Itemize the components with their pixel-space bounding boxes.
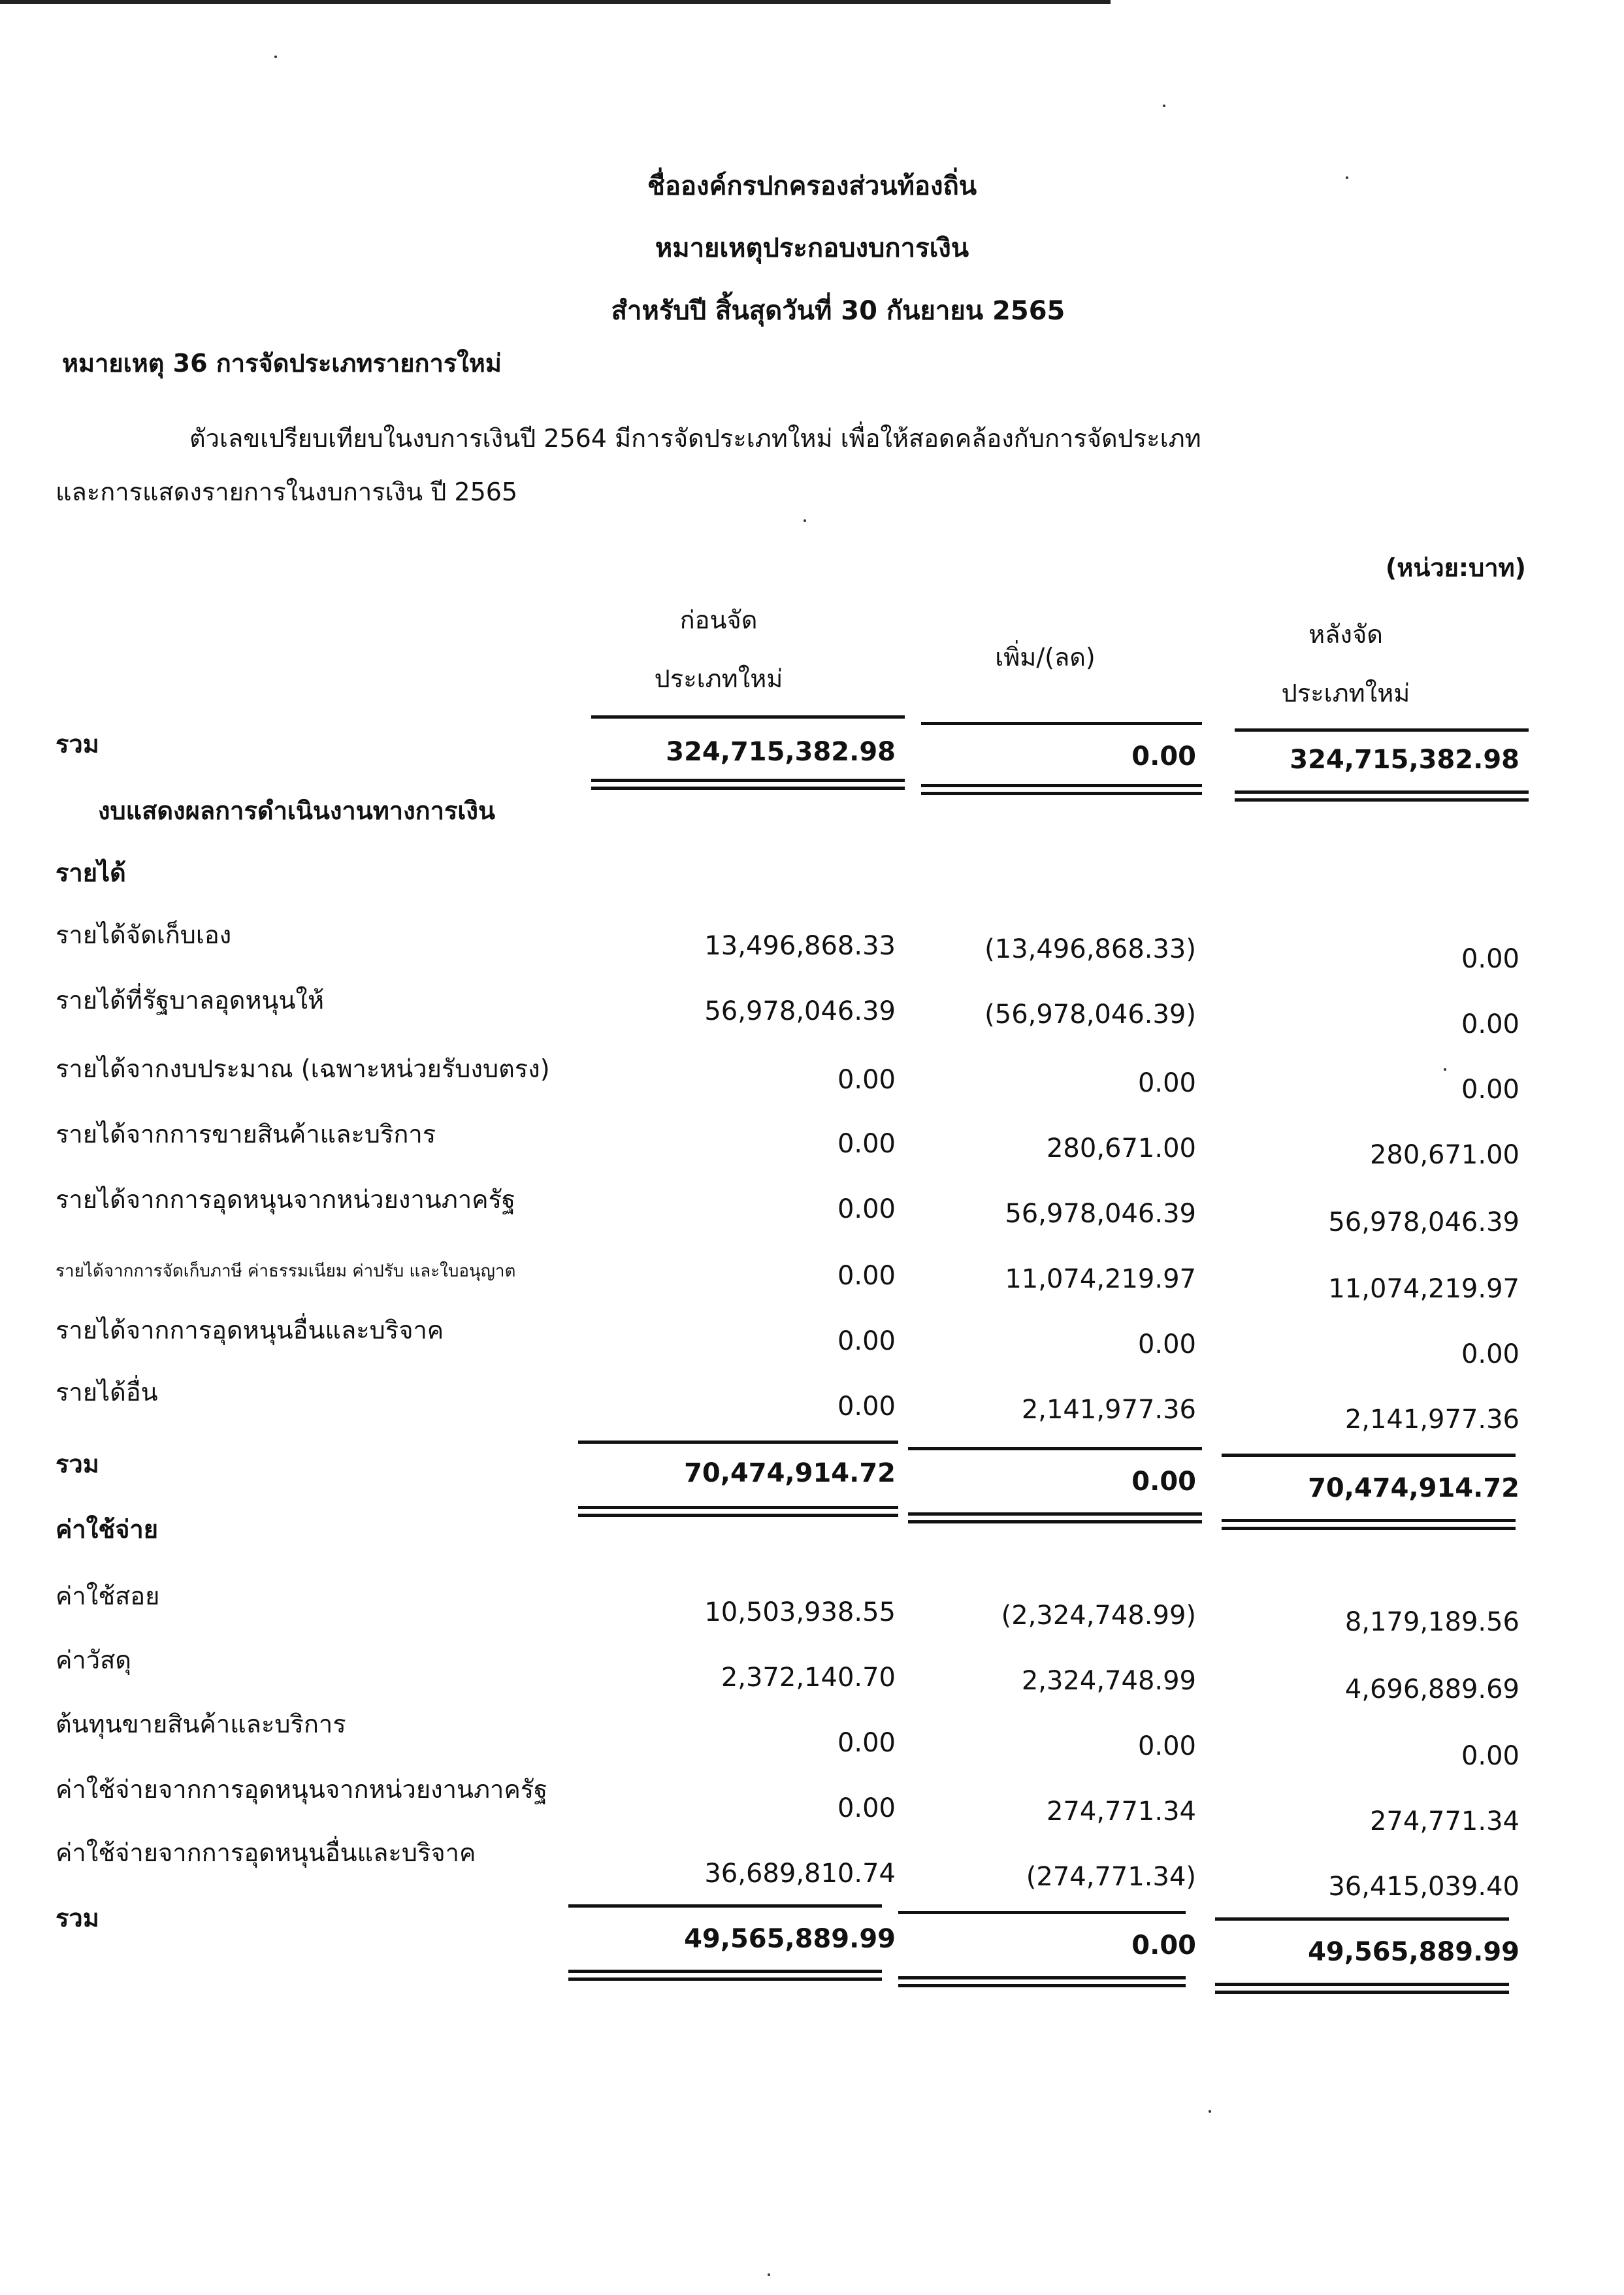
revenue-row-label: รายได้จัดเก็บเอง — [56, 920, 232, 949]
revenue-row-label: รายได้จากการอุดหนุนจากหน่วยงานภาครัฐ — [56, 1185, 515, 1214]
top-total-after: 324,715,382.98 — [1290, 745, 1519, 775]
revenue-row-change: 2,141,977.36 — [1021, 1395, 1196, 1425]
revenue-row-label: รายได้อื่น — [56, 1378, 158, 1407]
revenue-row-label: รายได้จากการจัดเก็บภาษี ค่าธรรมเนียม ค่าปรับ และใบอนุญาต — [56, 1261, 516, 1281]
header-rule-col1 — [591, 715, 905, 719]
header-rule-col3 — [1235, 728, 1529, 732]
expense-row-before: 2,372,140.70 — [721, 1663, 896, 1693]
note-paragraph-line1: ตัวเลขเปรียบเทียบในงบการเงินปี 2564 มีการจัดประเภทใหม่ เพื่อให้สอดคล้องกับการจัดประเภท — [189, 424, 1201, 453]
expense-total-double-rule-col1 — [568, 1970, 882, 1981]
scan-top-edge — [0, 0, 1111, 4]
expense-total-label: รวม — [56, 1904, 99, 1932]
revenue-row-label: รายได้จากการอุดหนุนอื่นและบริจาค — [56, 1316, 444, 1344]
revenue-total-after: 70,474,914.72 — [1308, 1473, 1519, 1503]
top-total-before: 324,715,382.98 — [666, 737, 896, 767]
expense-row-change: (2,324,748.99) — [1001, 1601, 1196, 1631]
revenue-row-change: (13,496,868.33) — [984, 934, 1196, 964]
revenue-total-double-rule-col3 — [1222, 1519, 1516, 1530]
expense-row-before: 0.00 — [837, 1793, 896, 1823]
top-total-double-rule-col2 — [921, 784, 1202, 795]
expense-row-after: 4,696,889.69 — [1344, 1674, 1519, 1704]
scan-speck — [274, 56, 277, 58]
expense-row-label: ค่าวัสดุ — [56, 1646, 131, 1674]
revenue-row-label: รายได้จากการขายสินค้าและบริการ — [56, 1120, 436, 1148]
revenue-row-label: รายได้จากงบประมาณ (เฉพาะหน่วยรับงบตรง) — [56, 1054, 550, 1083]
revenue-subtotal-rule-col3 — [1222, 1454, 1516, 1457]
expense-row-change: 274,771.34 — [1046, 1797, 1196, 1827]
revenue-row-change: 280,671.00 — [1046, 1133, 1196, 1164]
scan-speck — [1209, 2110, 1211, 2113]
revenue-total-double-rule-col2 — [908, 1512, 1202, 1523]
revenue-row-after: 56,978,046.39 — [1328, 1207, 1519, 1237]
col-change-header: เพิ่ม/(ลด) — [995, 643, 1096, 672]
scan-speck — [1346, 176, 1348, 179]
revenue-row-before: 0.00 — [837, 1392, 896, 1422]
scan-speck — [1163, 105, 1165, 107]
revenue-row-change: 0.00 — [1137, 1329, 1196, 1359]
expense-row-label: ต้นทุนขายสินค้าและบริการ — [56, 1710, 346, 1738]
expense-total-before: 49,565,889.99 — [684, 1924, 896, 1954]
revenue-row-before: 0.00 — [837, 1194, 896, 1224]
expense-row-change: 2,324,748.99 — [1021, 1666, 1196, 1696]
revenue-row-before: 0.00 — [837, 1129, 896, 1159]
revenue-row-after: 0.00 — [1461, 1009, 1519, 1039]
header-rule-col2 — [921, 722, 1202, 725]
expense-row-after: 8,179,189.56 — [1344, 1607, 1519, 1637]
expense-row-label: ค่าใช้จ่ายจากการอุดหนุนอื่นและบริจาค — [56, 1838, 476, 1867]
expense-subtotal-rule-col3 — [1215, 1917, 1509, 1921]
note-paragraph-line2: และการแสดงรายการในงบการเงิน ปี 2565 — [56, 478, 518, 506]
top-total-double-rule-col1 — [591, 779, 905, 790]
expense-total-change: 0.00 — [1131, 1930, 1196, 1961]
expense-total-after: 49,565,889.99 — [1308, 1937, 1519, 1967]
expense-row-after: 274,771.34 — [1369, 1806, 1519, 1836]
revenue-total-change: 0.00 — [1131, 1467, 1196, 1497]
revenue-row-after: 0.00 — [1461, 944, 1519, 974]
revenue-row-label: รายได้ที่รัฐบาลอุดหนุนให้ — [56, 986, 325, 1015]
expenses-heading: ค่าใช้จ่าย — [56, 1515, 158, 1544]
scan-speck — [1444, 1068, 1446, 1071]
expense-subtotal-rule-col1 — [568, 1904, 882, 1908]
unit-label: (หน่วย:บาท) — [1385, 553, 1526, 582]
revenue-row-change: 0.00 — [1137, 1068, 1196, 1098]
revenue-row-before: 0.00 — [837, 1065, 896, 1095]
expense-subtotal-rule-col2 — [898, 1911, 1186, 1914]
revenue-subtotal-rule-col1 — [578, 1440, 898, 1444]
revenue-row-before: 13,496,868.33 — [704, 931, 896, 961]
revenue-row-before: 0.00 — [837, 1261, 896, 1291]
expense-row-after: 36,415,039.40 — [1328, 1872, 1519, 1902]
expense-row-label: ค่าใช้สอย — [56, 1582, 160, 1610]
revenue-total-double-rule-col1 — [578, 1506, 898, 1517]
note-heading: หมายเหตุ 36 การจัดประเภทรายการใหม่ — [62, 349, 502, 378]
expense-total-double-rule-col3 — [1215, 1983, 1509, 1994]
col-before-line2: ประเภทใหม่ — [654, 664, 783, 693]
expense-row-after: 0.00 — [1461, 1741, 1519, 1771]
top-total-change: 0.00 — [1131, 741, 1196, 772]
org-name: ชื่อองค์กรปกครองส่วนท้องถิ่น — [647, 171, 977, 201]
revenue-row-before: 56,978,046.39 — [704, 996, 896, 1026]
scan-speck — [768, 2273, 770, 2276]
top-total-label: รวม — [56, 730, 99, 758]
expense-total-double-rule-col2 — [898, 1976, 1186, 1987]
expense-row-change: (274,771.34) — [1026, 1862, 1196, 1892]
expense-row-before: 36,689,810.74 — [704, 1859, 896, 1889]
revenue-row-before: 0.00 — [837, 1326, 896, 1356]
expense-row-label: ค่าใช้จ่ายจากการอุดหนุนจากหน่วยงานภาครัฐ — [56, 1775, 548, 1804]
revenue-row-after: 2,141,977.36 — [1344, 1405, 1519, 1435]
col-after-line1: หลังจัด — [1308, 620, 1383, 649]
revenue-subtotal-rule-col2 — [908, 1447, 1202, 1450]
col-after-line2: ประเภทใหม่ — [1281, 679, 1410, 708]
revenue-total-before: 70,474,914.72 — [684, 1458, 896, 1488]
revenue-row-after: 0.00 — [1461, 1075, 1519, 1105]
revenue-heading: รายได้ — [56, 858, 126, 887]
revenue-row-after: 280,671.00 — [1369, 1140, 1519, 1170]
document-title: หมายเหตุประกอบงบการเงิน — [655, 233, 969, 263]
revenue-total-label: รวม — [56, 1450, 99, 1478]
expense-row-before: 0.00 — [837, 1728, 896, 1758]
revenue-row-change: (56,978,046.39) — [984, 1000, 1196, 1030]
revenue-row-change: 56,978,046.39 — [1005, 1199, 1196, 1229]
expense-row-before: 10,503,938.55 — [704, 1597, 896, 1627]
revenue-row-change: 11,074,219.97 — [1005, 1264, 1196, 1294]
period-line: สำหรับปี สิ้นสุดวันที่ 30 กันยายน 2565 — [611, 296, 1065, 326]
col-before-line1: ก่อนจัด — [679, 606, 758, 634]
revenue-row-after: 11,074,219.97 — [1328, 1274, 1519, 1304]
revenue-row-after: 0.00 — [1461, 1339, 1519, 1369]
top-total-double-rule-col3 — [1235, 790, 1529, 802]
scan-speck — [804, 519, 806, 522]
expense-row-change: 0.00 — [1137, 1731, 1196, 1761]
statement-title: งบแสดงผลการดำเนินงานทางการเงิน — [98, 796, 495, 825]
